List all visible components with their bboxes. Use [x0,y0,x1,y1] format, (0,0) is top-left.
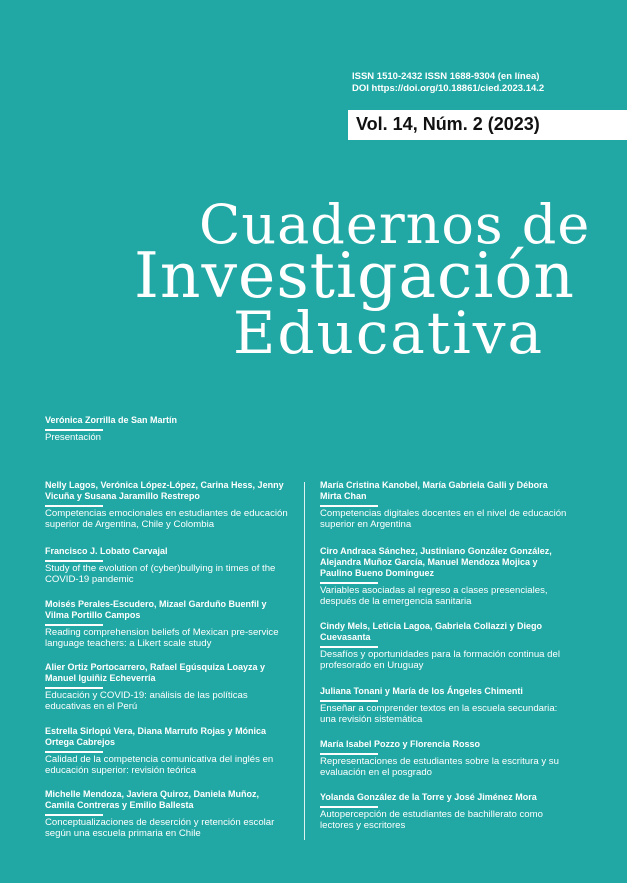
article-entry[interactable] [45,789,290,839]
volume-band [348,110,627,140]
article-authors: Francisco J. Lobato Carvajal [45,546,168,556]
issn-line: ISSN 1510-2432 ISSN 1688-9304 (en línea) [352,71,540,82]
article-authors: Estrella Sirlopú Vera, Diana Marrufo Rojas y Mónica Ortega Cabrejos [45,726,267,747]
article-authors: Nelly Lagos, Verónica López-López, Carina Hess, Jenny Vicuña y Susana Jaramillo Restrepo [45,480,284,501]
presentation-entry[interactable] [45,415,295,444]
entry-rule [45,560,103,562]
entry-rule [45,505,103,507]
article-title[interactable]: Study of the evolution of (cyber)bullying in times of the COVID-19 pandemic [45,563,276,585]
article-entry[interactable] [320,621,570,671]
article-title[interactable]: Autopercepción de estudiantes de bachillerato como lectores y escritores [320,809,543,831]
article-authors: Juliana Tonani y María de los Ángeles Chimenti [320,686,523,696]
article-title[interactable]: Calidad de la competencia comunicativa del inglés en educación superior: revisión teórica [45,754,274,776]
journal-title-line-3: Educativa [233,299,545,367]
article-entry[interactable] [320,546,570,607]
journal-title-line-1: Cuadernos de [199,193,591,256]
article-entry[interactable] [45,546,290,585]
article-authors: Moisés Perales-Escudero, Mizael Garduño Buenfil y Vilma Portillo Campos [45,599,267,620]
article-authors: María Isabel Pozzo y Florencia Rosso [320,739,481,749]
entry-rule [320,582,378,584]
article-title[interactable]: Conceptualizaciones de deserción y retención escolar según una escuela primaria en Chile [45,817,275,839]
article-authors: Alier Ortiz Portocarrero, Rafael Egúsquiza Loayza y Manuel Iguiñiz Echeverría [45,662,266,683]
entry-rule [45,624,103,626]
article-entry[interactable] [45,662,290,712]
article-title[interactable]: Educación y COVID-19: análisis de las políticas educativas en el Perú [45,690,248,712]
article-title[interactable]: Representaciones de estudiantes sobre la escritura y su evaluación en el posgrado [320,756,559,778]
article-authors: María Cristina Kanobel, María Gabriela Galli y Débora Mirta Chan [320,480,548,501]
article-entry[interactable] [320,739,570,778]
article-entry[interactable] [320,792,570,831]
article-authors: Yolanda González de la Torre y José Jiménez Mora [320,792,537,802]
presentation-author: Verónica Zorrilla de San Martín [45,415,178,425]
article-entry[interactable] [320,480,570,530]
article-title[interactable]: Reading comprehension beliefs of Mexican pre-service language teachers: a Likert scale study [45,627,279,649]
column-divider [304,482,305,840]
entry-rule [45,429,103,431]
entry-rule [320,806,378,808]
entry-rule [320,646,378,648]
article-title[interactable]: Competencias digitales docentes en el nivel de educación superior en Argentina [320,508,567,530]
article-entry[interactable] [45,480,290,530]
article-authors: Ciro Andraca Sánchez, Justiniano González González, Alejandra Muñoz García, Manuel Mendoza Mojica y Paulino Bueno Domínguez [320,546,552,578]
issn-block [352,71,544,95]
entry-rule [45,751,103,753]
article-authors: Cindy Mels, Leticia Lagoa, Gabriela Collazzi y Diego Cuevasanta [320,621,543,642]
article-entry[interactable] [320,686,570,725]
article-entry[interactable] [45,599,290,649]
entry-rule [320,505,378,507]
doi-line: DOI https://doi.org/10.18861/cied.2023.14.2 [352,83,545,94]
article-title[interactable]: Competencias emocionales en estudiantes de educación superior de Argentina, Chile y Colombia [45,508,288,530]
article-title[interactable]: Enseñar a comprender textos en la escuela secundaria: una revisión sistemática [320,703,558,725]
presentation-title[interactable]: Presentación [45,432,101,443]
article-authors: Michelle Mendoza, Javiera Quiroz, Daniela Muñoz, Camila Contreras y Emilio Ballesta [45,789,260,810]
entry-rule [320,753,378,755]
volume-label: Vol. 14, Núm. 2 (2023) [356,114,540,134]
entry-rule [45,814,103,816]
article-title[interactable]: Variables asociadas al regreso a clases presenciales, después de la emergencia sanitaria [320,585,548,607]
article-title[interactable]: Desafíos y oportunidades para la formación continua del profesorado en Uruguay [320,649,560,671]
article-entry[interactable] [45,726,290,776]
entry-rule [320,700,378,702]
entry-rule [45,687,103,689]
journal-title-line-2: Investigación [134,239,575,312]
